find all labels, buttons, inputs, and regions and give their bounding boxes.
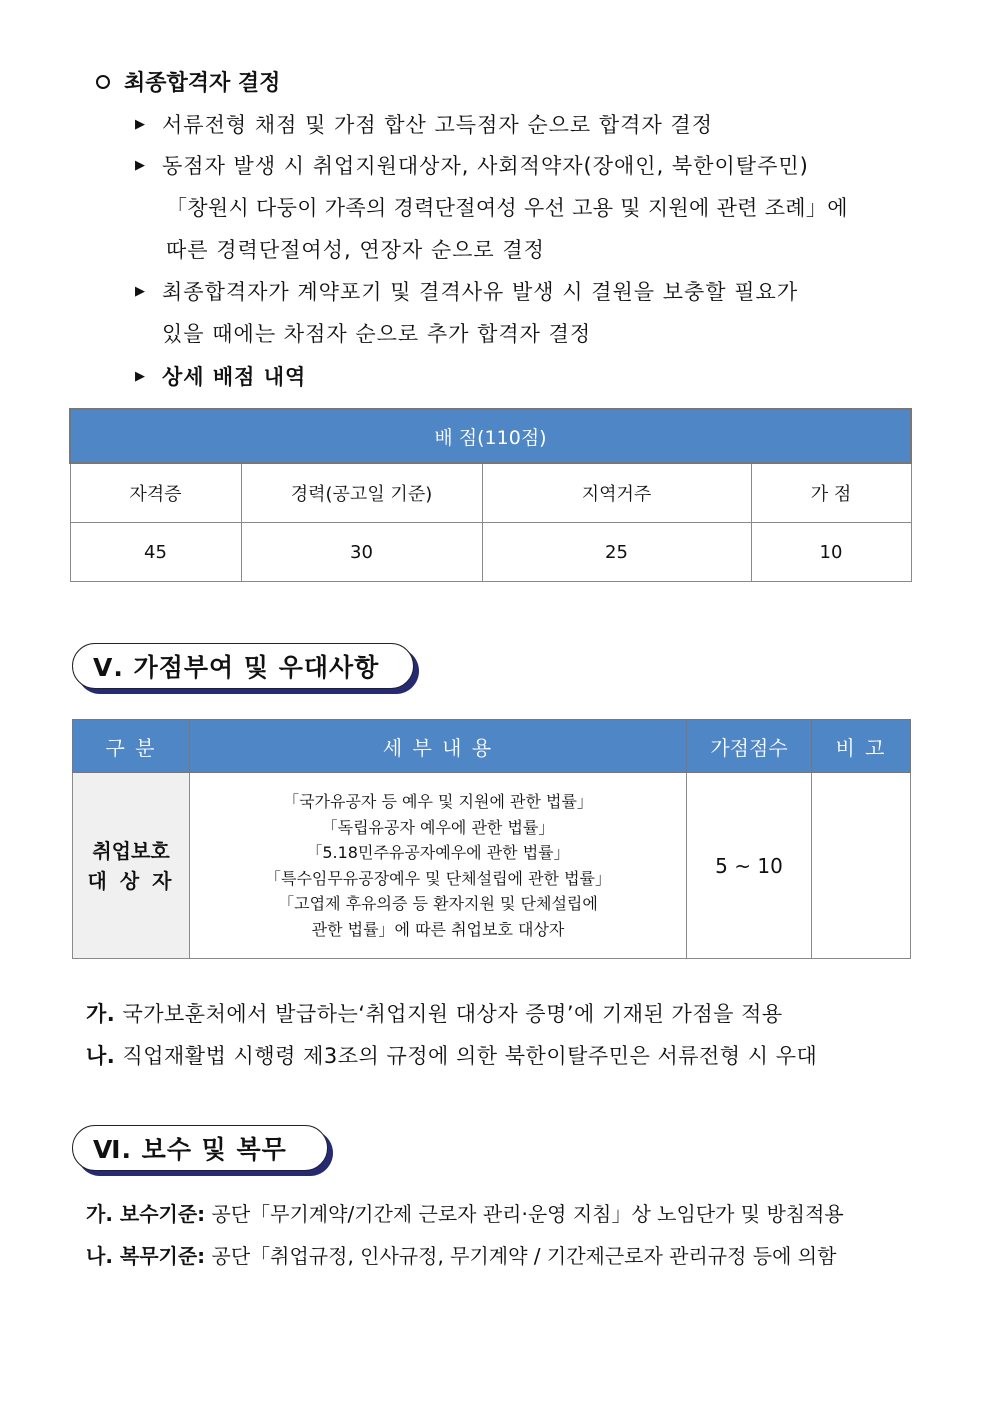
bullet-item-2 <box>0 145 992 187</box>
law-line: 「고엽제 후유의증 등 환자지원 및 단체설립에 <box>278 894 598 913</box>
score-table <box>69 408 912 582</box>
bonus-header-cell: 가점점수 <box>687 720 812 773</box>
score-table-title: 배 점(110점) <box>70 409 911 463</box>
score-value-cell: 25 <box>482 523 751 582</box>
bullet-item-2-line-2: 「창원시 다둥이 가족의 경력단절여성 우선 고용 및 지원에 관련 조례」에 <box>166 196 848 220</box>
bonus-points-cell: 5 ~ 10 <box>687 773 812 959</box>
circle-bullet-icon <box>96 75 110 89</box>
score-header-cell: 가 점 <box>751 463 911 523</box>
score-header-cell: 경력(공고일 기준) <box>241 463 482 523</box>
pay-standard-text: 공단「무기계약/기간제 근로자 관리·운영 지침」상 노임단가 및 방침적용 <box>211 1202 844 1226</box>
score-value-cell: 30 <box>241 523 482 582</box>
note-b <box>86 1040 817 1070</box>
service-standard <box>86 1240 836 1269</box>
bonus-detail-cell <box>190 773 687 959</box>
law-line: 「국가유공자 등 예우 및 지원에 관한 법률」 <box>283 792 593 811</box>
service-standard-label: 나. 복무기준: <box>86 1244 206 1268</box>
bonus-header-cell: 비 고 <box>812 720 911 773</box>
triangle-bullet-icon: ▶ <box>135 369 146 384</box>
bonus-header-cell: 세 부 내 용 <box>190 720 687 773</box>
bullet-item-4 <box>0 356 992 398</box>
section-5-title: Ⅴ. 가점부여 및 우대사항 <box>72 643 414 689</box>
service-standard-text: 공단「취업규정, 인사규정, 무기계약 / 기간제근로자 관리규정 등에 의함 <box>211 1244 837 1268</box>
bonus-remark-cell <box>812 773 911 959</box>
final-selection-title: 최종합격자 결정 <box>124 71 281 96</box>
pay-standard <box>86 1198 844 1227</box>
bonus-category-cell <box>73 773 190 959</box>
bullet-item-3-line-2: 있을 때에는 차점자 순으로 추가 합격자 결정 <box>162 322 592 346</box>
triangle-bullet-icon: ▶ <box>135 284 146 299</box>
category-line: 대 상 자 <box>87 868 175 893</box>
bonus-header-cell: 구 분 <box>73 720 190 773</box>
bullet-text: 동점자 발생 시 취업지원대상자, 사회적약자(장애인, 북한이탈주민) <box>162 154 809 178</box>
bonus-table <box>72 719 911 959</box>
triangle-bullet-icon: ▶ <box>135 158 146 173</box>
bullet-item-2-line-3: 따른 경력단절여성, 연장자 순으로 결정 <box>166 238 545 262</box>
score-header-cell: 자격증 <box>70 463 241 523</box>
pay-standard-label: 가. 보수기준: <box>86 1202 206 1226</box>
category-line: 취업보호 <box>92 838 170 863</box>
law-line: 「특수임무유공장예우 및 단체설립에 관한 법률」 <box>264 868 611 888</box>
bullet-text: 상세 배점 내역 <box>162 365 307 389</box>
note-a <box>86 998 783 1028</box>
law-line: 관한 법률」에 따른 취업보호 대상자 <box>311 919 565 939</box>
law-line: 「독립유공자 예우에 관한 법률」 <box>321 817 555 837</box>
score-value-cell: 10 <box>751 523 911 582</box>
bullet-item-1 <box>0 104 992 146</box>
note-label: 나. <box>86 1044 116 1068</box>
note-text: 직업재활법 시행령 제3조의 규정에 의한 북한이탈주민은 서류전형 시 우대 <box>122 1044 818 1068</box>
triangle-bullet-icon: ▶ <box>135 117 146 132</box>
law-line: 「5.18민주유공자예우에 관한 법률」 <box>306 843 570 862</box>
bullet-item-3 <box>0 271 992 313</box>
section-6-title: Ⅵ. 보수 및 복무 <box>72 1125 328 1171</box>
note-text: 국가보훈처에서 발급하는‘취업지원 대상자 증명’에 기재된 가점을 적용 <box>122 1002 783 1026</box>
note-label: 가. <box>86 1002 116 1026</box>
bullet-text: 서류전형 채점 및 가점 합산 고득점자 순으로 합격자 결정 <box>162 113 713 137</box>
bullet-text: 최종합격자가 계약포기 및 결격사유 발생 시 결원을 보충할 필요가 <box>162 280 799 304</box>
score-header-cell: 지역거주 <box>482 463 751 523</box>
score-value-cell: 45 <box>70 523 241 582</box>
final-selection-heading <box>96 66 280 97</box>
